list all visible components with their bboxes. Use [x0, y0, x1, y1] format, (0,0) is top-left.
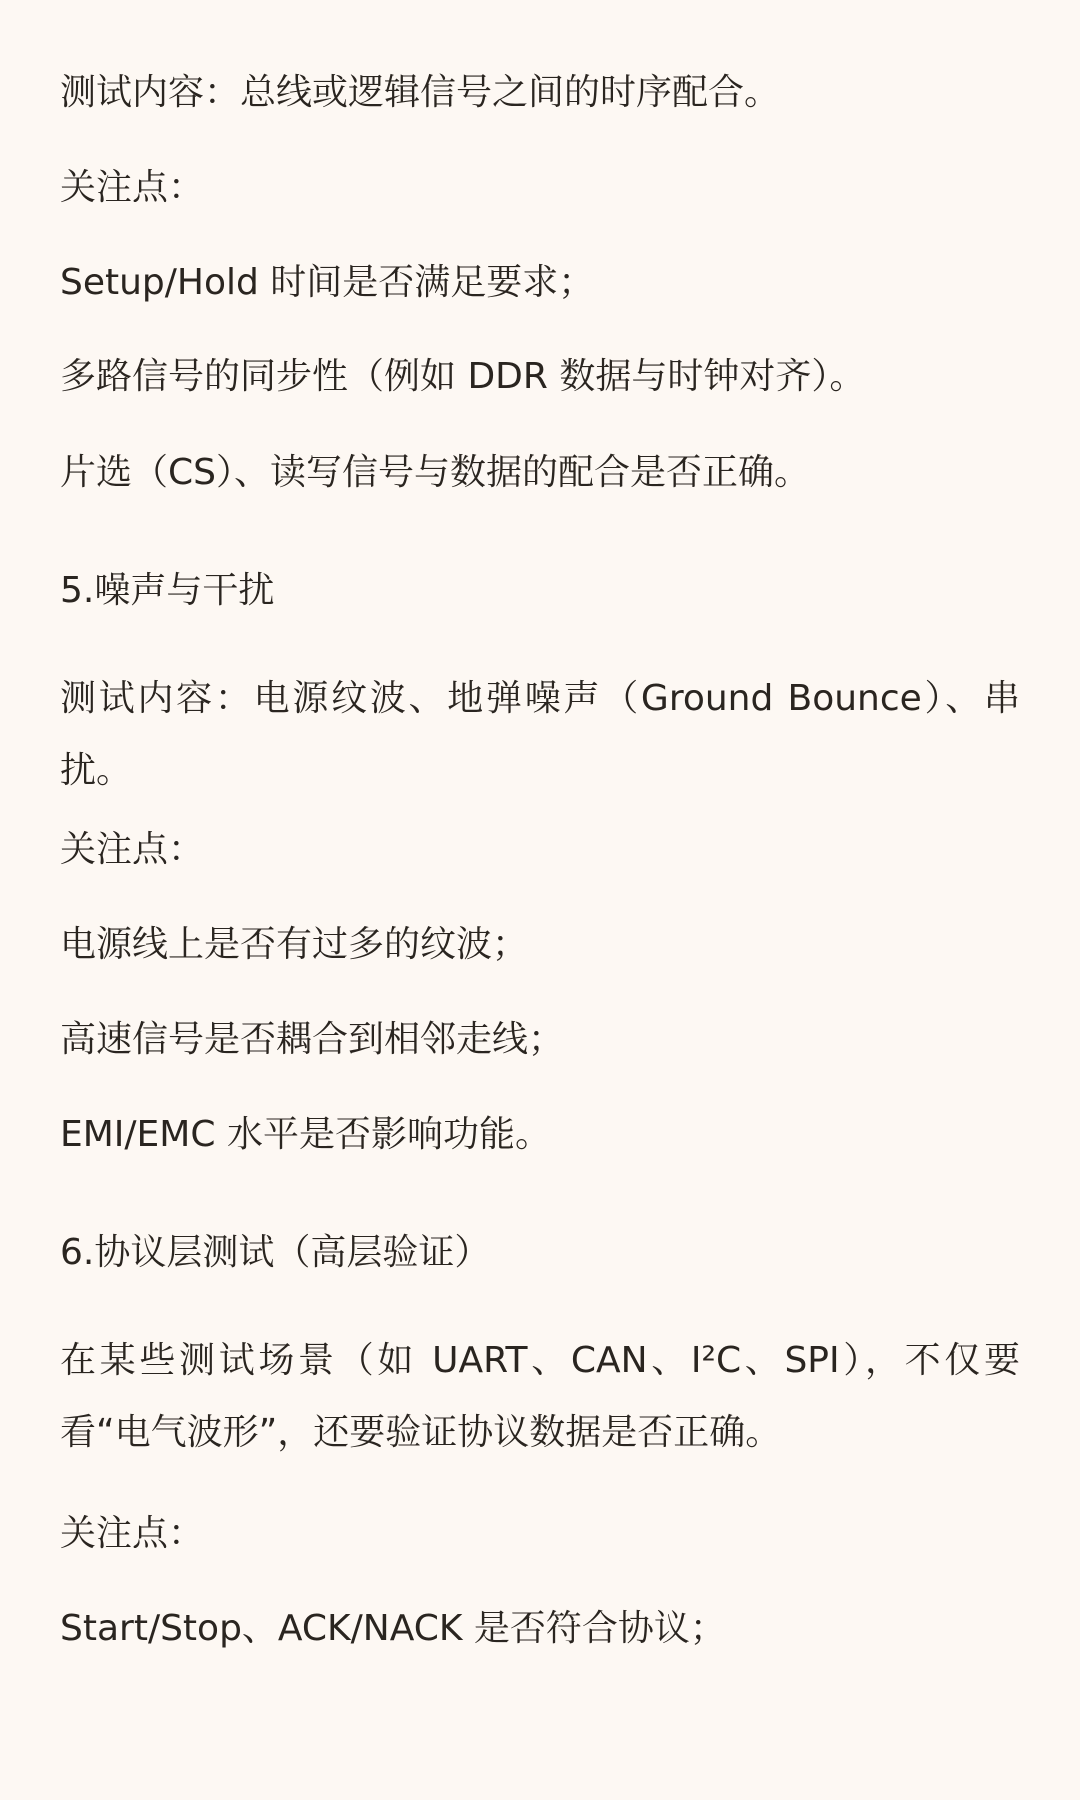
section6-focus-label: 关注点： [60, 1513, 205, 1554]
section6-heading: 6.协议层测试（高层验证） [60, 1232, 491, 1273]
section5-content: 测试内容：电源纹波、地弹噪声（Ground Bounce）、串扰。 [60, 678, 1020, 791]
section5-focus-label: 关注点： [60, 829, 205, 870]
section6-content: 在某些测试场景（如 UART、CAN、I²C、SPI），不仅要看“电气波形”，还要验证协议数据是否正确。 [60, 1340, 1020, 1453]
section6-point-1: Start/Stop、ACK/NACK 是否符合协议； [60, 1608, 726, 1649]
section4-content: 测试内容：总线或逻辑信号之间的时序配合。 [60, 72, 781, 113]
section5-point-2: 高速信号是否耦合到相邻走线； [60, 1019, 565, 1060]
section4-focus-label: 关注点： [60, 167, 205, 208]
section4-point-2: 多路信号的同步性（例如 DDR 数据与时钟对齐）。 [60, 356, 866, 397]
section5-point-3: EMI/EMC 水平是否影响功能。 [60, 1114, 551, 1155]
section4-point-3: 片选（CS）、读写信号与数据的配合是否正确。 [60, 452, 810, 493]
section4-point-1: Setup/Hold 时间是否满足要求； [60, 262, 595, 303]
section5-point-1: 电源线上是否有过多的纹波； [60, 924, 529, 965]
section5-heading: 5.噪声与干扰 [60, 570, 275, 611]
